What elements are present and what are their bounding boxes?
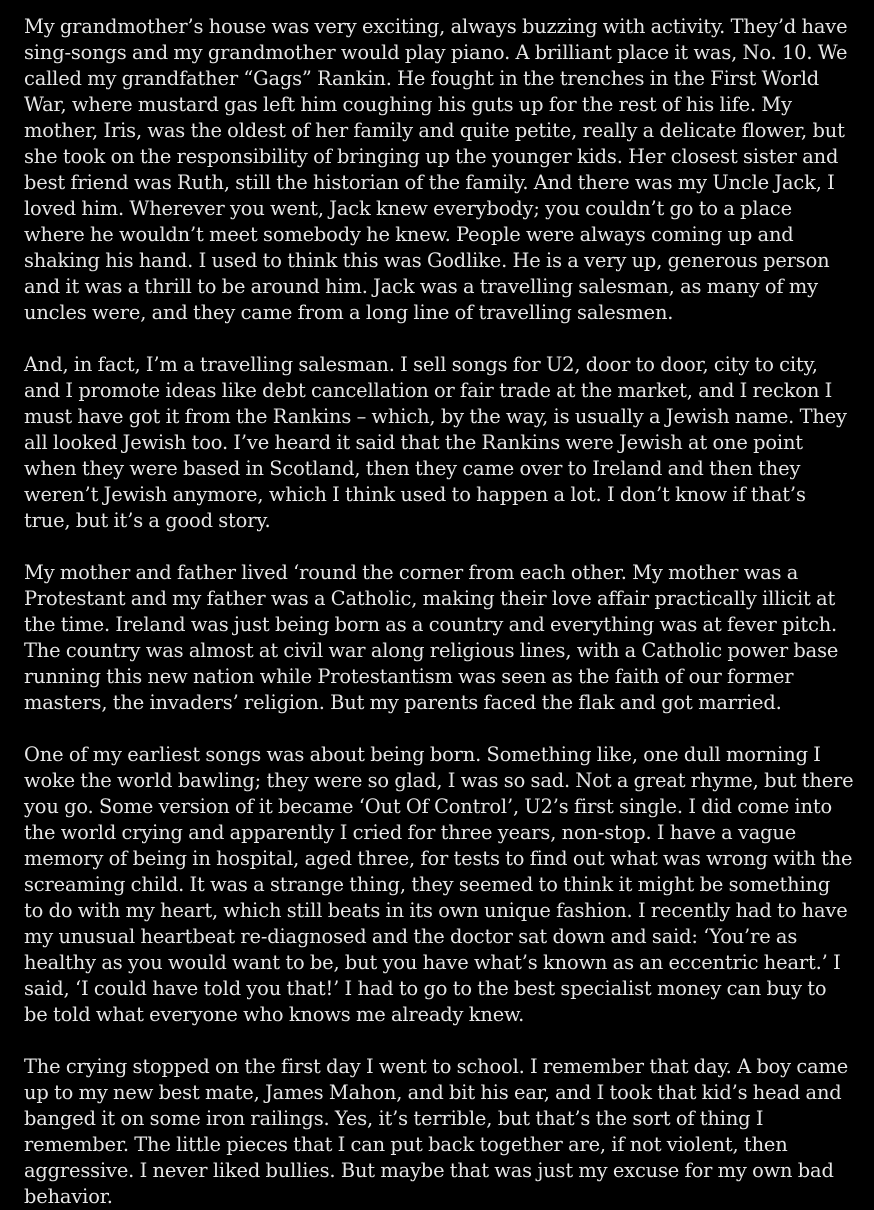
paragraph-travelling-salesman: And, in fact, I’m a travelling salesman. I sell songs for U2, door to door, city to city, and I promote ideas like debt cancellation or fair trade at the market, and I reckon I must have got it from the Rankins – which, by the way, is usually a Jewish name. They all looked Jewish too. I’ve heard it said that the Rankins were Jewish at one point when they were based in Scotland, then they came over to Ireland and then they weren’t Jewish anymore, which I think used to happen a lot. I don’t know if that’s true, but it’s a good story. bbox=[24, 353, 847, 532]
document-body bbox=[24, 14, 854, 1210]
paragraph-being-born: One of my earliest songs was about being born. Something like, one dull morning I woke the world bawling; they were so glad, I was so sad. Not a great rhyme, but there you go. Some version of it became ‘Out Of Control’, U2’s first single. I did come into the world crying and apparently I cried for three years, non-stop. I have a vague memory of being in hospital, aged three, for tests to find out what was wrong with the screaming child. It was a strange thing, they seemed to think it might be something to do with my heart, which still beats in its own unique fashion. I recently had to have my unusual heartbeat re-diagnosed and the doctor sat down and said: ‘You’re as healthy as you would want to be, but you have what’s known as an eccentric heart.’ I said, ‘I could have told you that!’ I had to go to the best specialist money can buy to be told what everyone who knows me already knew. bbox=[24, 743, 854, 1026]
paragraph-grandmothers-house: My grandmother’s house was very exciting, always buzzing with activity. They’d have sing-songs and my grandmother would play piano. A brilliant place it was, No. 10. We called my grandfather “Gags” Rankin. He fought in the trenches in the First World War, where mustard gas left him coughing his guts up for the rest of his life. My mother, Iris, was the oldest of her family and quite petite, really a delicate flower, but she took on the responsibility of bringing up the younger kids. Her closest sister and best friend was Ruth, still the historian of the family. And there was my Uncle Jack, I loved him. Wherever you went, Jack knew everybody; you couldn’t go to a place where he wouldn’t meet somebody he knew. People were always coming up and shaking his hand. I used to think this was Godlike. He is a very up, generous person and it was a thrill to be around him. Jack was a travelling salesman, as many of my uncles were, and they came from a long line of travelling salesmen. bbox=[24, 15, 848, 324]
paragraph-first-day-school: The crying stopped on the first day I went to school. I remember that day. A boy came up to my new best mate, James Mahon, and bit his ear, and I took that kid’s head and banged it on some iron railings. Yes, it’s terrible, but that’s the sort of thing I remember. The little pieces that I can put back together are, if not violent, then aggressive. I never liked bullies. But maybe that was just my excuse for my own bad behavior. bbox=[24, 1055, 849, 1208]
paragraph-parents: My mother and father lived ‘round the corner from each other. My mother was a Protestant and my father was a Catholic, making their love affair practically illicit at the time. Ireland was just being born as a country and everything was at fever pitch. The country was almost at civil war along religious lines, with a Catholic power base running this new nation while Protestantism was seen as the faith of our former masters, the invaders’ religion. But my parents faced the flak and got married. bbox=[24, 561, 839, 714]
